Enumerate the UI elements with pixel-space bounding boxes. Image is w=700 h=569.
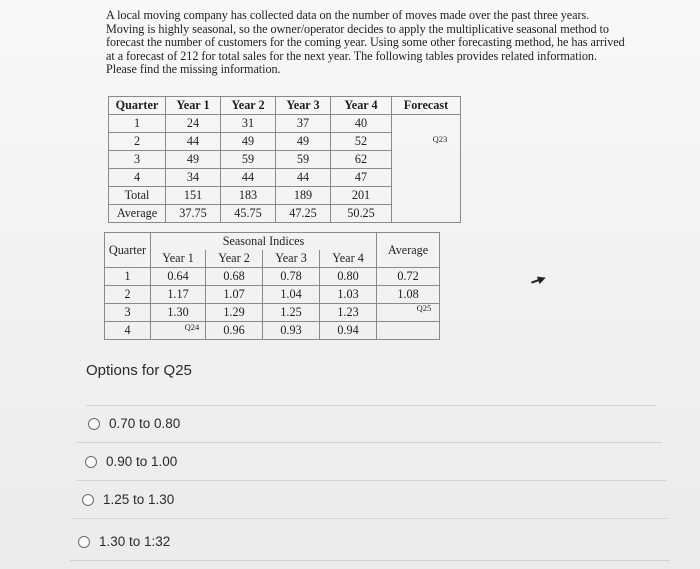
forecast-cell [392,205,461,223]
value-cell: 59 [276,151,331,169]
value-cell: 24 [166,115,221,133]
average-cell-q25 [377,304,440,322]
value-cell: 34 [166,169,221,187]
q25-label: Q25 [416,303,432,313]
header-year3: Year 3 [276,97,331,115]
divider [76,442,662,443]
value-cell: 59 [221,151,276,169]
value-cell: 50.25 [331,205,392,223]
header-year1: Year 1 [151,250,206,268]
index-cell: 0.78 [263,268,320,286]
group-header-row [105,233,440,251]
table-row [109,151,461,169]
header-year2: Year 2 [206,250,263,268]
index-cell: 1.07 [206,286,263,304]
radio-unchecked-icon[interactable] [88,418,100,430]
value-cell: 44 [276,169,331,187]
moves-table [108,96,461,223]
table-row-average [109,205,461,223]
index-cell: 0.80 [320,268,377,286]
radio-unchecked-icon[interactable] [82,494,94,506]
index-cell: 1.17 [151,286,206,304]
value-cell: 37 [276,115,331,133]
index-cell: 0.64 [151,268,206,286]
value-cell: 201 [331,187,392,205]
value-cell: 49 [221,133,276,151]
option-label: 1.30 to 1:32 [99,534,171,549]
table-row-total [109,187,461,205]
quarter-cell: 3 [105,304,151,322]
index-cell: 1.23 [320,304,377,322]
header-average: Average [377,233,440,268]
index-cell: 1.03 [320,286,377,304]
divider [72,518,668,519]
quarter-cell: 1 [105,268,151,286]
header-year4: Year 4 [331,97,392,115]
value-cell: 45.75 [221,205,276,223]
average-cell [377,322,440,340]
table-row [105,304,440,322]
value-cell: 52 [331,133,392,151]
option-label: 0.90 to 1.00 [106,454,178,469]
index-cell-q24 [151,322,206,340]
options-title: Options for Q25 [86,362,192,379]
value-cell: 49 [166,151,221,169]
forecast-cell-q23 [392,133,461,151]
option-1-25-to-1-30[interactable] [82,492,174,507]
average-cell: 1.08 [377,286,440,304]
option-0-70-to-0-80[interactable] [88,416,180,431]
q24-label: Q24 [184,322,200,332]
option-0-90-to-1-00[interactable] [85,454,177,469]
index-cell: 1.04 [263,286,320,304]
value-cell: 44 [166,133,221,151]
index-cell: 0.94 [320,322,377,340]
quarter-cell: 2 [105,286,151,304]
quarter-cell: 4 [105,322,151,340]
option-1-30-to-1-32[interactable] [78,534,170,549]
radio-unchecked-icon[interactable] [78,536,90,548]
index-cell: 0.93 [263,322,320,340]
header-seasonal-indices: Seasonal Indices [151,233,377,251]
quarter-cell: 1 [109,115,166,133]
table-header-row [109,97,461,115]
index-cell: 1.29 [206,304,263,322]
header-year1: Year 1 [166,97,221,115]
table-row [109,169,461,187]
table-row [109,133,461,151]
q23-label: Q23 [432,134,448,144]
header-year2: Year 2 [221,97,276,115]
divider [86,405,656,406]
value-cell: 151 [166,187,221,205]
divider [70,560,670,561]
forecast-cell [392,115,461,133]
value-cell: 40 [331,115,392,133]
header-year4: Year 4 [320,250,377,268]
value-cell: 31 [221,115,276,133]
value-cell: 189 [276,187,331,205]
index-cell: 0.96 [206,322,263,340]
value-cell: 37.75 [166,205,221,223]
index-cell: 1.25 [263,304,320,322]
quarter-cell: 2 [109,133,166,151]
divider [76,480,666,481]
value-cell: 47 [331,169,392,187]
option-label: 0.70 to 0.80 [109,416,181,431]
average-label: Average [109,205,166,223]
value-cell: 183 [221,187,276,205]
quarter-cell: 4 [109,169,166,187]
header-forecast: Forecast [392,97,461,115]
table-row [105,322,440,340]
forecast-cell [392,187,461,205]
radio-unchecked-icon[interactable] [85,456,97,468]
seasonal-indices-table [104,232,440,340]
option-label: 1.25 to 1.30 [103,492,175,507]
quarter-cell: 3 [109,151,166,169]
average-cell: 0.72 [377,268,440,286]
total-label: Total [109,187,166,205]
index-cell: 1.30 [151,304,206,322]
problem-statement: A local moving company has collected data on the number of moves made over the past three years. Moving is highly seasonal, so the owner/operator decides to apply the multiplicative seasonal method to forecast the number of customers for the coming year. Using some other forecasting method, he has arrived at a forecast of 212 for total sales for the next year. The following tables provides related information. Please find the missing information. [106,8,625,77]
table-row [105,268,440,286]
table-row [105,286,440,304]
value-cell: 49 [276,133,331,151]
forecast-cell [392,169,461,187]
index-cell: 0.68 [206,268,263,286]
header-year3: Year 3 [263,250,320,268]
header-quarter: Quarter [109,97,166,115]
forecast-cell [392,151,461,169]
value-cell: 47.25 [276,205,331,223]
value-cell: 62 [331,151,392,169]
table-row [109,115,461,133]
header-quarter: Quarter [105,233,151,268]
value-cell: 44 [221,169,276,187]
